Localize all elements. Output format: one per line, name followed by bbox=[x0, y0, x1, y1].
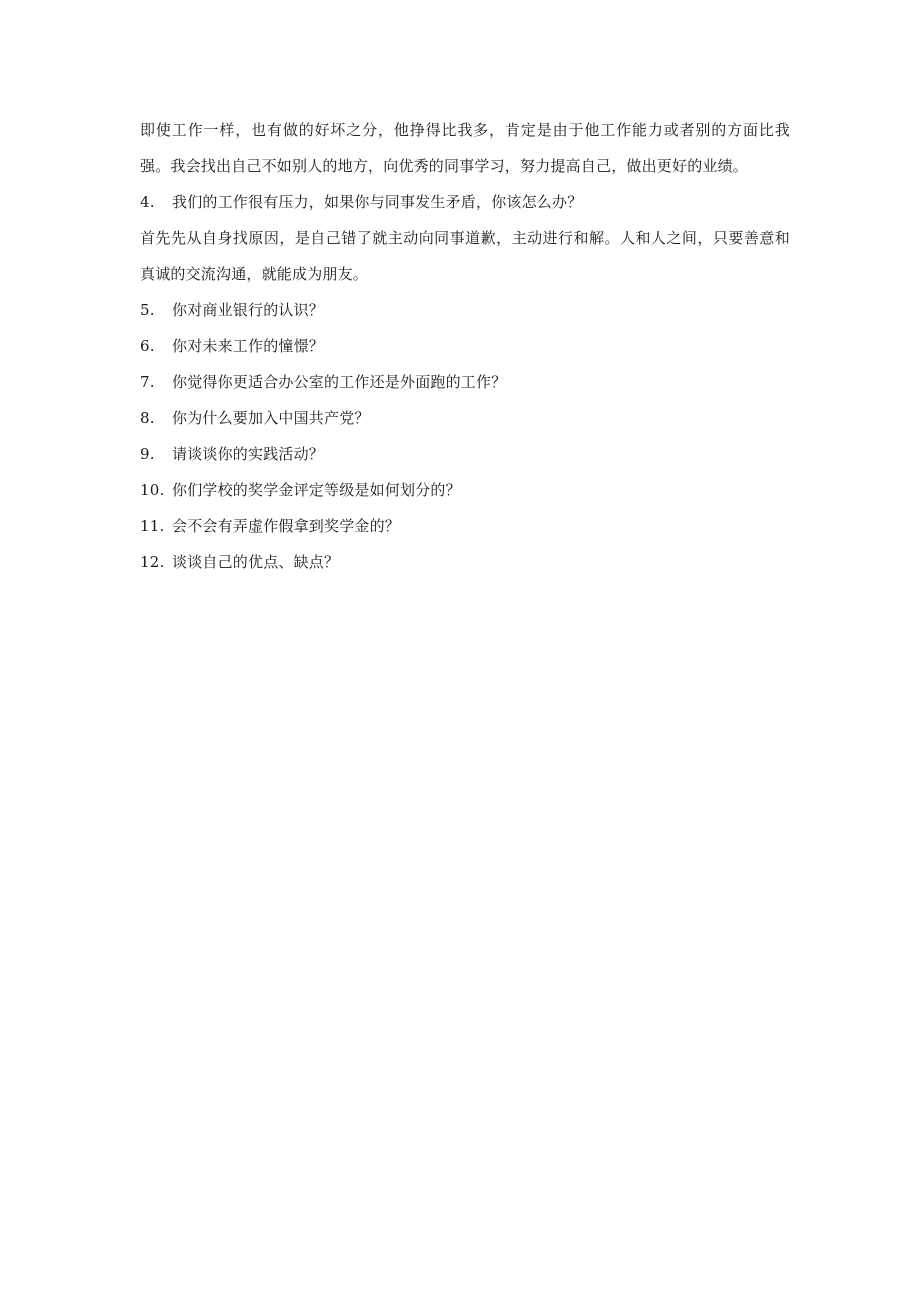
answer-paragraph-4: 首先先从自身找原因，是自己错了就主动向同事道歉，主动进行和解。人和人之间，只要善意和真诚的交流沟通，就能成为朋友。 bbox=[140, 229, 790, 283]
question-10 bbox=[140, 472, 790, 508]
question-number: 9. bbox=[140, 445, 155, 463]
question-5 bbox=[140, 292, 790, 328]
question-6 bbox=[140, 328, 790, 364]
question-7 bbox=[140, 364, 790, 400]
question-number: 6. bbox=[140, 337, 155, 355]
question-number: 11. bbox=[140, 517, 165, 535]
question-number: 8. bbox=[140, 409, 155, 427]
question-text: 会不会有弄虚作假拿到奖学金的？ bbox=[172, 517, 401, 535]
document-page bbox=[140, 112, 790, 580]
question-8 bbox=[140, 400, 790, 436]
question-text: 你觉得你更适合办公室的工作还是外面跑的工作？ bbox=[172, 373, 507, 391]
question-number: 7. bbox=[140, 373, 155, 391]
question-text: 请谈谈你的实践活动？ bbox=[172, 445, 325, 463]
question-text: 你对未来工作的憧憬？ bbox=[172, 337, 325, 355]
question-text: 谈谈自己的优点、缺点？ bbox=[172, 553, 340, 571]
question-number: 12. bbox=[140, 553, 165, 571]
question-4 bbox=[140, 184, 790, 220]
question-text: 你对商业银行的认识？ bbox=[172, 301, 325, 319]
question-number: 4. bbox=[140, 193, 155, 211]
question-text: 你为什么要加入中国共产党？ bbox=[172, 409, 370, 427]
question-text: 你们学校的奖学金评定等级是如何划分的？ bbox=[172, 481, 461, 499]
question-number: 10. bbox=[140, 481, 165, 499]
question-9 bbox=[140, 436, 790, 472]
question-12 bbox=[140, 544, 790, 580]
question-text: 我们的工作很有压力，如果你与同事发生矛盾，你该怎么办？ bbox=[172, 193, 583, 211]
answer-paragraph-3: 即使工作一样，也有做的好坏之分，他挣得比我多，肯定是由于他工作能力或者别的方面比我强。我会找出自己不如别人的地方，向优秀的同事学习，努力提高自己，做出更好的业绩。 bbox=[140, 121, 790, 175]
question-number: 5. bbox=[140, 301, 155, 319]
question-11 bbox=[140, 508, 790, 544]
